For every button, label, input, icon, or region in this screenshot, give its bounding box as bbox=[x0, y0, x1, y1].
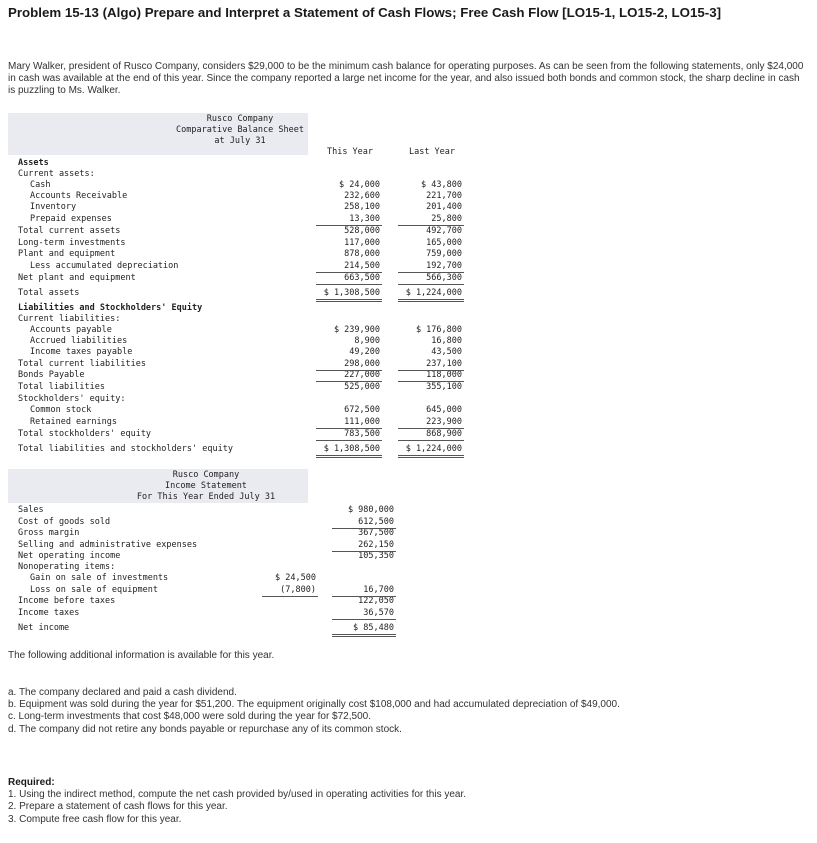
balance-statement-title: Comparative Balance Sheet bbox=[176, 125, 304, 135]
balance-row-label: Retained earnings bbox=[30, 417, 117, 427]
balance-row-label: Cash bbox=[30, 180, 51, 190]
double-underline bbox=[316, 455, 382, 456]
total-underline bbox=[398, 370, 464, 371]
balance-value-last-year: $ 176,800 bbox=[415, 325, 462, 335]
required-item: 2. Prepare a statement of cash flows for this year. bbox=[8, 801, 228, 813]
balance-value-last-year: 566,300 bbox=[426, 273, 462, 283]
total-underline bbox=[398, 428, 464, 429]
balance-value-this-year: 783,500 bbox=[344, 429, 380, 439]
double-underline bbox=[398, 455, 464, 456]
double-underline bbox=[398, 457, 464, 458]
balance-row-label: Net plant and equipment bbox=[18, 273, 136, 283]
balance-value-last-year: 25,800 bbox=[431, 214, 462, 224]
income-row-label: Selling and administrative expenses bbox=[18, 540, 198, 550]
balance-value-this-year: $ 1,308,500 bbox=[323, 444, 380, 454]
balance-row-label: Accounts Receivable bbox=[30, 191, 128, 201]
balance-value-last-year: 201,400 bbox=[426, 202, 462, 212]
balance-value-this-year: $ 239,900 bbox=[333, 325, 380, 335]
income-value: $ 980,000 bbox=[347, 505, 394, 515]
balance-value-this-year: 8,900 bbox=[354, 336, 380, 346]
total-underline bbox=[332, 619, 396, 620]
additional-item: c. Long-term investments that cost $48,000 were sold during the year for $72,500. bbox=[8, 711, 371, 723]
total-underline bbox=[316, 440, 382, 441]
balance-value-this-year: $ 1,308,500 bbox=[323, 288, 380, 298]
balance-row-label: Prepaid expenses bbox=[30, 214, 112, 224]
total-underline bbox=[398, 381, 464, 382]
balance-company-name: Rusco Company bbox=[206, 114, 274, 124]
balance-row-label: Inventory bbox=[30, 202, 77, 212]
total-underline bbox=[398, 272, 464, 273]
balance-value-last-year: 868,900 bbox=[426, 429, 462, 439]
balance-row-label: Stockholders' equity: bbox=[18, 394, 126, 404]
income-row-label: Income taxes bbox=[18, 608, 80, 618]
total-underline bbox=[316, 225, 382, 226]
double-underline bbox=[316, 299, 382, 300]
double-underline bbox=[332, 636, 396, 637]
balance-value-last-year: 165,000 bbox=[426, 238, 462, 248]
problem-intro: Mary Walker, president of Rusco Company, considers $29,000 to be the minimum cash balance for operating purposes. As can be seen from the following statements, only $24,000 in cash was available at the end of this year. Since the company reported a large net income for the year, and also issued both bonds and common stock, the sharp decline in cash is puzzling to Ms. Walker. bbox=[8, 61, 804, 97]
balance-row-label: Liabilities and Stockholders' Equity bbox=[18, 303, 203, 313]
balance-value-last-year: $ 1,224,000 bbox=[405, 288, 462, 298]
double-underline bbox=[398, 301, 464, 302]
additional-item: b. Equipment was sold during the year for $51,200. The equipment originally cost $108,000 and had accumulated depreciation of $49,000. bbox=[8, 699, 620, 711]
income-row-label: Gross margin bbox=[18, 528, 80, 538]
required-item: 3. Compute free cash flow for this year. bbox=[8, 813, 182, 825]
income-row-label: Net operating income bbox=[18, 551, 121, 561]
income-value: 262,150 bbox=[358, 540, 394, 550]
double-underline bbox=[316, 301, 382, 302]
income-value: 36,570 bbox=[363, 608, 394, 618]
income-row-label: Loss on sale of equipment bbox=[30, 585, 158, 595]
income-statement-title: Income Statement bbox=[165, 481, 247, 491]
balance-row-label: Current assets: bbox=[18, 169, 95, 179]
balance-row-label: Total liabilities and stockholders' equity bbox=[18, 444, 233, 454]
total-underline bbox=[332, 528, 396, 529]
income-row-label: Gain on sale of investments bbox=[30, 573, 169, 583]
balance-value-last-year: 223,900 bbox=[426, 417, 462, 427]
col-header-last-year: Last Year bbox=[408, 147, 456, 157]
balance-value-last-year: 492,700 bbox=[426, 226, 462, 236]
balance-row-label: Less accumulated depreciation bbox=[30, 261, 179, 271]
balance-value-last-year: 221,700 bbox=[426, 191, 462, 201]
total-underline bbox=[316, 284, 382, 285]
double-underline bbox=[316, 457, 382, 458]
balance-value-last-year: 192,700 bbox=[426, 261, 462, 271]
balance-value-this-year: 111,000 bbox=[344, 417, 380, 427]
balance-value-last-year: 237,100 bbox=[426, 359, 462, 369]
balance-value-last-year: 16,800 bbox=[431, 336, 462, 346]
additional-intro: The following additional information is available for this year. bbox=[8, 650, 275, 661]
balance-date: at July 31 bbox=[214, 136, 266, 146]
balance-value-this-year: 663,500 bbox=[344, 273, 380, 283]
total-underline bbox=[398, 440, 464, 441]
total-underline bbox=[316, 272, 382, 273]
balance-row-label: Total stockholders' equity bbox=[18, 429, 152, 439]
balance-value-this-year: 49,200 bbox=[349, 347, 380, 357]
balance-value-this-year: 214,500 bbox=[344, 261, 380, 271]
income-value: 16,700 bbox=[363, 585, 394, 595]
total-underline bbox=[316, 381, 382, 382]
income-value: 105,350 bbox=[358, 551, 394, 561]
balance-value-this-year: 672,500 bbox=[344, 405, 380, 415]
required-item: 1. Using the indirect method, compute the net cash provided by/used in operating activities for this year. bbox=[8, 789, 467, 801]
total-underline bbox=[332, 551, 396, 552]
required-section bbox=[8, 777, 808, 826]
total-underline bbox=[332, 596, 396, 597]
additional-item: a. The company declared and paid a cash dividend. bbox=[8, 687, 237, 698]
balance-value-this-year: 878,000 bbox=[344, 249, 380, 259]
balance-row-label: Income taxes payable bbox=[30, 347, 133, 357]
balance-row-label: Common stock bbox=[30, 405, 92, 415]
income-value: 122,050 bbox=[358, 596, 394, 606]
total-underline bbox=[398, 225, 464, 226]
total-underline bbox=[316, 428, 382, 429]
balance-row-label: Total current liabilities bbox=[18, 359, 146, 369]
balance-row-label: Long-term investments bbox=[18, 238, 126, 248]
additional-info-list bbox=[8, 687, 803, 736]
balance-value-last-year: 43,500 bbox=[431, 347, 462, 357]
balance-value-this-year: 258,100 bbox=[344, 202, 380, 212]
total-underline bbox=[262, 596, 318, 597]
balance-value-this-year: 298,000 bbox=[344, 359, 380, 369]
balance-value-this-year: 525,000 bbox=[344, 382, 380, 392]
balance-value-last-year: 645,000 bbox=[426, 405, 462, 415]
income-value: 367,500 bbox=[358, 528, 394, 538]
balance-row-label: Total liabilities bbox=[18, 382, 105, 392]
balance-value-this-year: 227,000 bbox=[344, 370, 380, 380]
col-header-this-year: This Year bbox=[326, 147, 374, 157]
double-underline bbox=[398, 299, 464, 300]
balance-row-label: Bonds Payable bbox=[18, 370, 85, 380]
balance-row-label: Assets bbox=[18, 158, 49, 168]
problem-title: Problem 15-13 (Algo) Prepare and Interpret a Statement of Cash Flows; Free Cash Flow [LO15-1, LO15-2, LO15-3] bbox=[8, 5, 722, 20]
double-underline bbox=[332, 634, 396, 635]
balance-row-label: Plant and equipment bbox=[18, 249, 116, 259]
balance-row-label: Accrued liabilities bbox=[30, 336, 128, 346]
balance-row-label: Total current assets bbox=[18, 226, 121, 236]
balance-row-label: Current liabilities: bbox=[18, 314, 121, 324]
balance-value-this-year: $ 24,000 bbox=[339, 180, 380, 190]
income-subtotal-value: (7,800) bbox=[280, 585, 316, 595]
total-underline bbox=[398, 284, 464, 285]
income-row-label: Net income bbox=[18, 623, 70, 633]
balance-value-last-year: 118,000 bbox=[426, 370, 462, 380]
income-row-label: Sales bbox=[18, 505, 44, 515]
total-underline bbox=[316, 370, 382, 371]
income-subtotal-value: $ 24,500 bbox=[275, 573, 316, 583]
income-company-name: Rusco Company bbox=[172, 470, 240, 480]
balance-value-this-year: 117,000 bbox=[344, 238, 380, 248]
balance-value-last-year: 759,000 bbox=[426, 249, 462, 259]
income-value: 612,500 bbox=[358, 517, 394, 527]
balance-value-last-year: $ 43,800 bbox=[421, 180, 462, 190]
required-title: Required: bbox=[8, 777, 55, 788]
income-period: For This Year Ended July 31 bbox=[136, 492, 276, 502]
balance-value-last-year: 355,100 bbox=[426, 382, 462, 392]
balance-row-label: Accounts payable bbox=[30, 325, 112, 335]
income-value: $ 85,480 bbox=[353, 623, 394, 633]
balance-value-this-year: 13,300 bbox=[349, 214, 380, 224]
additional-item: d. The company did not retire any bonds payable or repurchase any of its common stock. bbox=[8, 723, 402, 735]
income-row-label: Cost of goods sold bbox=[18, 517, 111, 527]
balance-row-label: Total assets bbox=[18, 288, 80, 298]
income-row-label: Income before taxes bbox=[18, 596, 116, 606]
income-row-label: Nonoperating items: bbox=[18, 562, 116, 572]
balance-value-this-year: 232,600 bbox=[344, 191, 380, 201]
balance-value-last-year: $ 1,224,000 bbox=[405, 444, 462, 454]
balance-value-this-year: 528,000 bbox=[344, 226, 380, 236]
